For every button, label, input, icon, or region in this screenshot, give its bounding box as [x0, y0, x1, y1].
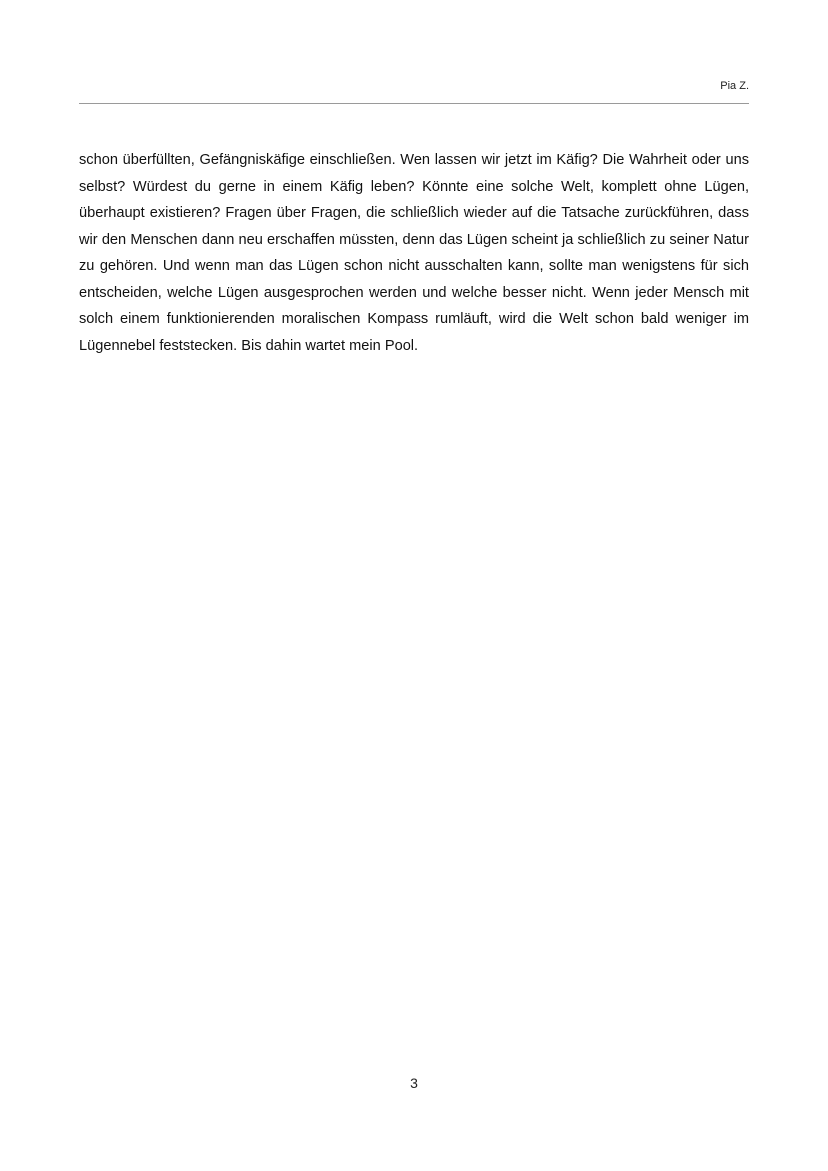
body-paragraph: schon überfüllten, Gefängniskäfige einschließen. Wen lassen wir jetzt im Käfig? Die Wahrheit oder uns selbst? Würdest du gerne in einem Käfig leben? Könnte eine solche Welt, komplett ohne Lügen, überhaupt existieren? Fragen über Fragen, die schließlich wieder auf die Tatsache zurückführen, dass wir den Menschen dann neu erschaffen müssten, denn das Lügen scheint ja schließlich zu seiner Natur zu gehören. Und wenn man das Lügen schon nicht ausschalten kann, sollte man wenigstens für sich entscheiden, welche Lügen ausgesprochen werden und welche besser nicht. Wenn jeder Mensch mit solch einem funktionierenden moralischen Kompass rumläuft, wird die Welt schon bald weniger im Lügennebel feststecken. Bis dahin wartet mein Pool. [79, 152, 749, 354]
page-number: 3 [410, 1075, 418, 1091]
header-divider [79, 103, 749, 104]
header-author: Pia Z. [720, 80, 749, 92]
